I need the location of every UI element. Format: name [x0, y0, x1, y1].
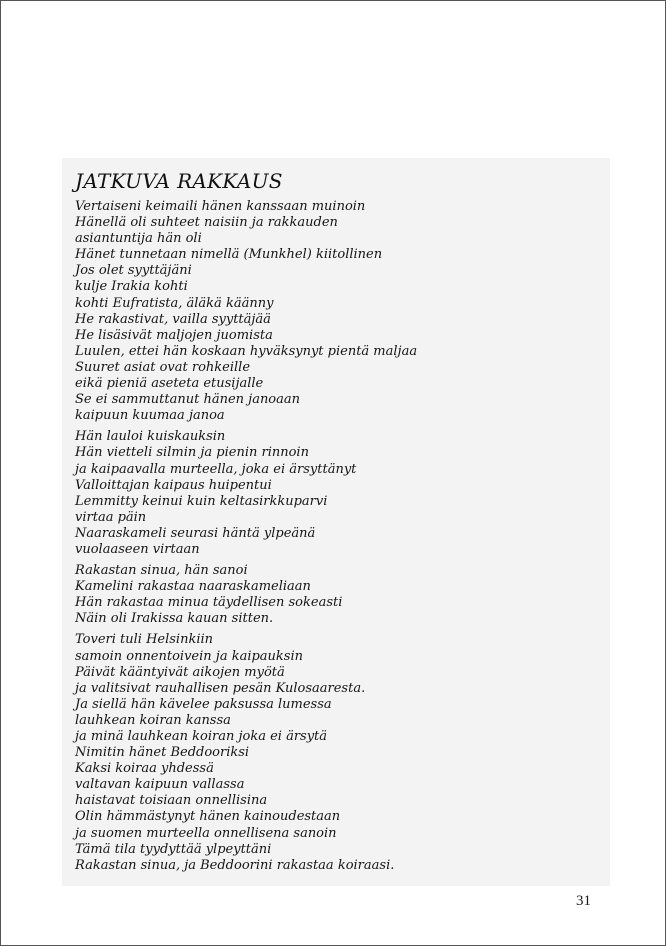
poem-line: Hänet tunnetaan nimellä (Munkhel) kiitollinen — [75, 247, 383, 263]
poem-line: Valloittajan kaipaus huipentui — [75, 477, 272, 493]
poem-line: Hän rakastaa minua täydellisen sokeasti — [75, 595, 343, 611]
poem-line: Se ei sammuttanut hänen janoaan — [75, 392, 301, 408]
poem-line: kaipuun kuumaa janoa — [75, 408, 225, 424]
poem-line: lauhkean koiran kanssa — [75, 712, 231, 728]
poem-line: Rakastan sinua, hän sanoi — [75, 563, 248, 579]
poem-line: Päivät kääntyivät aikojen myötä — [75, 664, 285, 680]
poem-line: samoin onnentoivein ja kaipauksin — [75, 648, 304, 664]
poem-line: Olin hämmästynyt hänen kainoudestaan — [75, 809, 341, 825]
poem-line: valtavan kaipuun vallassa — [75, 777, 245, 793]
poem-line: ja valitsivat rauhallisen pesän Kulosaaresta. — [75, 680, 366, 696]
poem-line: eikä pieniä aseteta etusijalle — [75, 376, 264, 392]
poem-line: He rakastivat, vailla syyttäjää — [75, 311, 271, 327]
stanza-4 — [75, 632, 595, 873]
poem-line: He lisäsivät maljojen juomista — [75, 327, 273, 343]
poem-line: Kaksi koiraa yhdessä — [75, 761, 214, 777]
poem-line: ja suomen murteella onnellisena sanoin — [75, 825, 337, 841]
poem-line: ja kaipaavalla murteella, joka ei ärsyttänyt — [75, 461, 357, 477]
poem-line: ja minä lauhkean koiran joka ei ärsytä — [75, 729, 328, 744]
poem-line: Tämä tila tyydyttää ylpeyttäni — [75, 841, 272, 857]
stanza-1 — [75, 199, 595, 424]
poem-line: Rakastan sinua, ja Beddoorini rakastaa koiraasi. — [75, 857, 395, 873]
poem-line: Suuret asiat ovat rohkeille — [75, 359, 251, 375]
poem-line: kohti Eufratista, äläkä käänny — [75, 295, 274, 311]
poem-line: Jos olet syyttäjäni — [75, 263, 192, 279]
poem-line: Hänellä oli suhteet naisiin ja rakkauden — [75, 215, 338, 231]
poem-line: asiantuntija hän oli — [75, 231, 202, 247]
poem-line: haistavat toisiaan onnellisina — [75, 793, 268, 809]
poem-line: Nimitin hänet Beddooriksi — [75, 745, 250, 761]
poem-body — [75, 199, 595, 874]
poem-title: JATKUVA RAKKAUS — [75, 169, 283, 193]
poem-line: Luulen, ettei hän koskaan hyväksynyt pientä maljaa — [75, 343, 418, 359]
stanza-2 — [75, 429, 595, 558]
poem-line: Naaraskameli seurasi häntä ylpeänä — [75, 525, 316, 541]
poem-line: Toveri tuli Helsinkiin — [75, 632, 214, 648]
poem-line: Vertaiseni keimaili hänen kanssaan muinoin — [75, 199, 366, 214]
poem-line: vuolaaseen virtaan — [75, 541, 200, 557]
poem-line: Kamelini rakastaa naaraskameliaan — [75, 579, 311, 595]
page-number: 31 — [576, 893, 591, 909]
poem-line: Näin oli Irakissa kauan sitten. — [75, 611, 274, 627]
poem-line: virtaa päin — [75, 509, 147, 525]
poem-line: Lemmitty keinui kuin keltasirkkuparvi — [75, 493, 328, 509]
poem-line: kulje Irakia kohti — [75, 279, 188, 295]
poem-line: Hän lauloi kuiskauksin — [75, 429, 226, 445]
poem-line: Ja siellä hän kävelee paksussa lumessa — [75, 696, 332, 712]
poem-line: Hän vietteli silmin ja pienin rinnoin — [75, 445, 309, 461]
stanza-3 — [75, 563, 595, 627]
